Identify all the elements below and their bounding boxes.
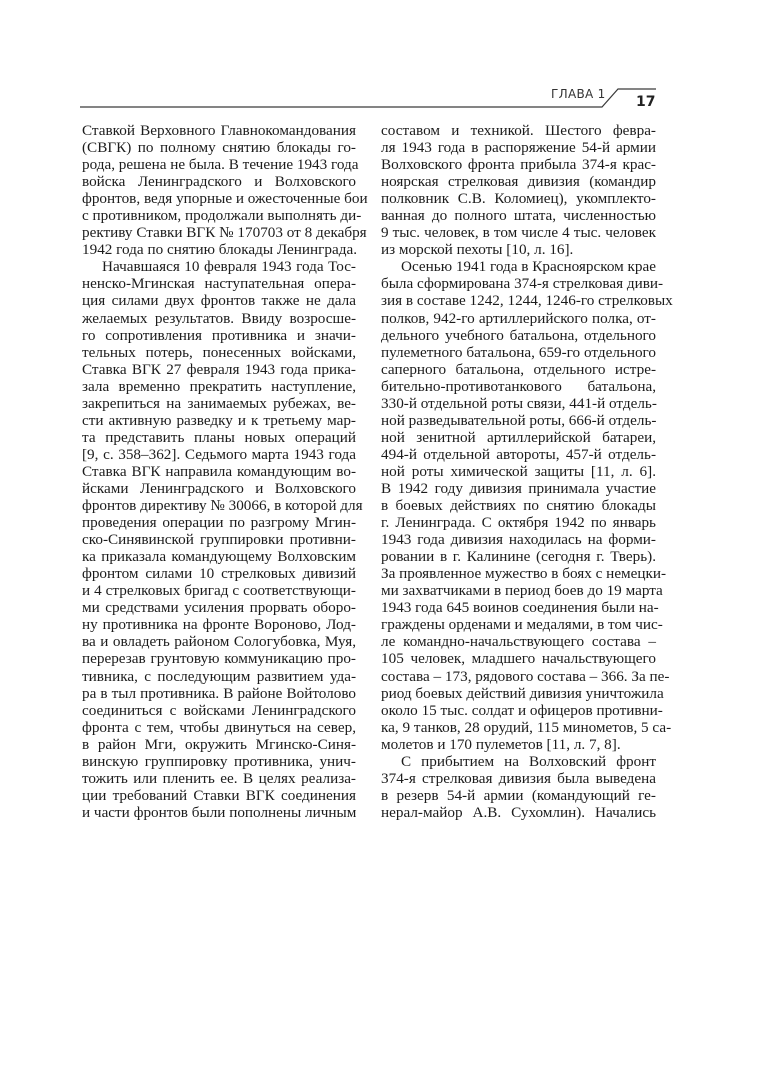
- text-line: ми средствами усиления прорвать оборо-: [82, 599, 356, 617]
- text-line: винскую группировку противника, унич-: [82, 752, 356, 770]
- text-line: Ставка ВГК направила командующим во-: [82, 462, 356, 480]
- text-line: ровании в г. Калинине (сегодня г. Тверь).: [381, 548, 656, 566]
- text-line: За проявленное мужество в боях с немецки-: [381, 565, 667, 583]
- text-line: пулеметного батальона, 659-го отдельного: [381, 343, 656, 361]
- text-line: ция силами двух фронтов также не дала: [82, 292, 356, 310]
- text-line: ле командно-начальствующего состава –: [381, 633, 656, 651]
- text-line: фронтов директиву № 30066, в которой для: [82, 497, 363, 515]
- text-line: ка, 9 танков, 28 орудий, 115 минометов, 5 са-: [381, 718, 672, 736]
- text-line: та представить планы новых операций: [82, 428, 356, 446]
- text-line: молетов и 170 пулеметов [11, л. 7, 8].: [381, 735, 621, 753]
- text-line: (СВГК) по полному снятию блокады го-: [82, 139, 356, 157]
- text-line: рода, решена не была. В течение 1943 года: [82, 156, 359, 174]
- text-line: в резерв 54-й армии (командующий ге-: [381, 786, 656, 804]
- text-line: закрепиться на занимаемых рубежах, ве-: [82, 394, 356, 412]
- text-line: перерезав грунтовую коммуникацию про-: [82, 650, 356, 668]
- text-line: в район Мги, окружить Мгинско-Синя-: [82, 735, 356, 753]
- text-line: риод боевых действий дивизия уничтожила: [381, 684, 664, 702]
- text-line: В 1942 году дивизия принимала участие: [381, 479, 656, 497]
- text-line: ненско-Мгинская наступательная опера-: [82, 275, 356, 293]
- text-line: рективу Ставки ВГК № 170703 от 8 декабря: [82, 224, 367, 242]
- text-line: фронтом силами 10 стрелковых дивизий: [82, 565, 356, 583]
- text-line: го сопротивления противника и значи-: [82, 326, 356, 344]
- text-line: проведения операции по разгрому Мгин-: [82, 514, 356, 532]
- text-line: войска Ленинградского и Волховского: [82, 173, 356, 191]
- text-line: йсками Ленинградского и Волховского: [82, 479, 356, 497]
- text-line: 1942 года по снятию блокады Ленинграда.: [82, 241, 358, 259]
- text-line: тивника, с последующим развитием уда-: [82, 667, 356, 685]
- text-line: ванная до полного штата, численностью: [381, 207, 656, 225]
- text-line: Ставкой Верховного Главнокомандования: [82, 122, 356, 139]
- text-line: 9 тыс. человек, в том числе 4 тыс. человек: [381, 224, 656, 242]
- text-line: полков, 942-го артиллерийского полка, от-: [381, 309, 656, 327]
- text-line: саперного батальона, отдельного истре-: [381, 360, 656, 378]
- text-line: ноярская стрелковая дивизия (командир: [381, 173, 656, 191]
- text-line: ва и овладеть районом Сологубовка, Муя,: [82, 633, 356, 651]
- text-line: Начавшаяся 10 февраля 1943 года Тос-: [102, 258, 356, 276]
- text-line: ля 1943 года в распоряжение 54-й армии: [381, 139, 656, 157]
- text-line: в боевых действиях по снятию блокады: [381, 497, 656, 515]
- text-line: Осенью 1941 года в Красноярском крае: [401, 258, 656, 276]
- text-line: [9, с. 358–362]. Седьмого марта 1943 года: [82, 445, 356, 463]
- text-line: и 4 стрелковых бригад с соответствующи-: [82, 582, 356, 600]
- text-line: зала временно прекратить наступление,: [82, 377, 356, 395]
- text-line: ми захватчиками в период боев до 19 марта: [381, 582, 663, 600]
- text-line: ка приказала командующему Волховским: [82, 548, 356, 566]
- page-number: 17: [636, 94, 656, 110]
- text-line: зия в составе 1242, 1244, 1246-го стрелковых: [381, 292, 673, 310]
- text-line: г. Ленинграда. С октября 1942 по январь: [381, 514, 656, 532]
- text-line: бительно-противотанкового батальона,: [381, 377, 656, 395]
- text-line: 1943 года 645 воинов соединения были на-: [381, 599, 659, 617]
- text-column-right: [381, 122, 673, 821]
- text-line: дельного учебного батальона, отдельного: [381, 326, 656, 344]
- text-line: около 15 тыс. солдат и офицеров противни-: [381, 701, 663, 719]
- text-line: ну противника на фронте Вороново, Лод-: [82, 616, 356, 634]
- text-line: граждены орденами и медалями, в том чис-: [381, 616, 663, 634]
- text-line: ной зенитной артиллерийской батареи,: [381, 428, 656, 446]
- text-line: из морской пехоты [10, л. 16].: [381, 241, 574, 259]
- text-line: Ставка ВГК 27 февраля 1943 года прика-: [82, 360, 356, 378]
- text-line: полковник С.В. Коломиец), укомплекто-: [381, 190, 656, 208]
- text-line: сти активную разведку и к третьему мар-: [82, 411, 356, 429]
- text-line: ско-Синявинской группировки противни-: [82, 531, 356, 549]
- text-line: соединиться с войсками Ленинградского: [82, 701, 356, 719]
- text-line: ной разведывательной роты, 666-й отдель-: [381, 411, 657, 429]
- running-head: [0, 0, 764, 120]
- text-line: с противником, продолжали выполнять ди-: [82, 207, 362, 225]
- text-line: 374-я стрелковая дивизия была выведена: [381, 769, 656, 787]
- text-line: фронтов, ведя упорные и ожесточенные бои: [82, 190, 368, 208]
- text-line: составом и техникой. Шестого февра-: [381, 122, 656, 139]
- text-line: и части фронтов были пополнены личным: [82, 803, 357, 821]
- text-column-left: [82, 122, 368, 821]
- text-line: фронта с тем, чтобы двинуться на север,: [82, 718, 356, 736]
- text-line: ра в тыл противника. В районе Войтолово: [82, 684, 356, 702]
- text-line: тожить или пленить ее. В целях реализа-: [82, 769, 356, 787]
- text-line: 1943 года дивизия находилась на форми-: [381, 531, 656, 549]
- text-line: тельных потерь, понесенных войсками,: [82, 343, 356, 361]
- text-line: 330-й отдельной роты связи, 441-й отдель-: [381, 394, 657, 412]
- text-line: была сформирована 374-я стрелковая диви-: [381, 275, 664, 293]
- text-line: Волховского фронта прибыла 374-я крас-: [381, 156, 656, 174]
- text-line: ной роты химической защиты [11, л. 6].: [381, 462, 656, 480]
- text-line: состава – 173, рядового состава – 366. За пе-: [381, 667, 670, 685]
- text-line: ции требований Ставки ВГК соединения: [82, 786, 356, 804]
- text-line: С прибытием на Волховский фронт: [401, 752, 656, 770]
- chapter-label: ГЛАВА 1: [551, 87, 606, 101]
- text-line: 105 человек, младшего начальствующего: [381, 650, 656, 668]
- text-line: нерал-майор А.В. Сухомлин). Начались: [381, 803, 656, 821]
- text-line: желаемых результатов. Ввиду возросше-: [82, 309, 356, 327]
- text-line: 494-й отдельной автороты, 457-й отдель-: [381, 445, 656, 463]
